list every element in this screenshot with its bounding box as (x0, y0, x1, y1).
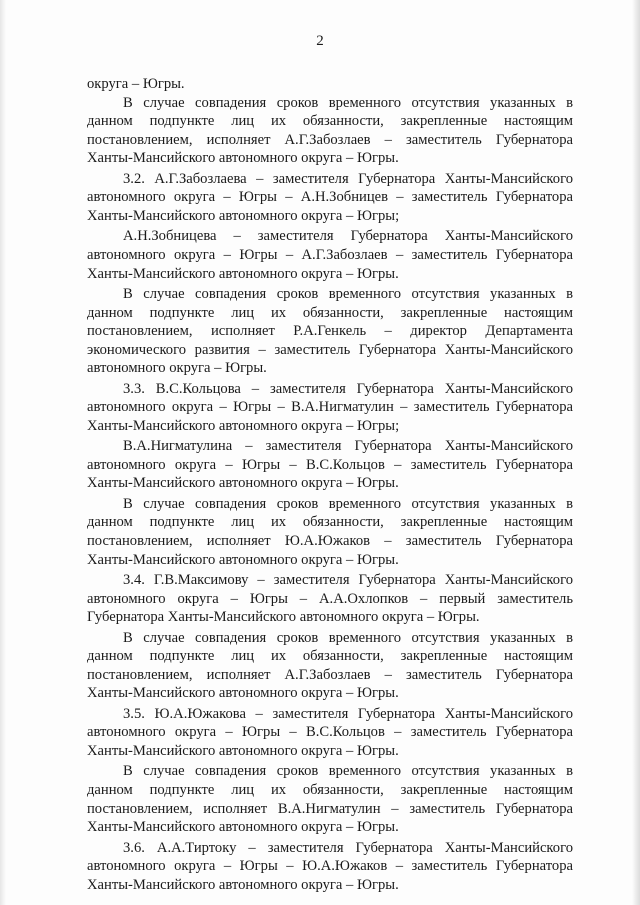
scan-edge-left (0, 0, 6, 905)
text-line: автономного округа – Югры – А.Н.Зобницев – заместитель Губернатора (87, 189, 573, 206)
text-line: автономного округа – Югры – Ю.А.Южаков – заместитель Губернатора (87, 858, 573, 875)
text-line: В.А.Нигматулина – заместителя Губернатора Ханты-Мансийского (123, 438, 573, 455)
text-line: В случае совпадения сроков временного отсутствия указанных в (123, 763, 573, 780)
text-line: автономного округа – Югры – В.С.Кольцов – заместитель Губернатора (87, 724, 573, 741)
text-line: В случае совпадения сроков временного отсутствия указанных в (123, 94, 573, 111)
text-line: постановлением, исполняет Р.А.Генкель – директор Департамента (87, 323, 573, 340)
text-line: Ханты-Мансийского автономного округа – Югры. (87, 819, 399, 836)
scan-edge-right (632, 0, 640, 905)
text-line: Ханты-Мансийского автономного округа – Югры; (87, 417, 400, 434)
text-line: данном подпункте лиц их обязанности, закрепленные настоящим (87, 113, 573, 130)
text-line: автономного округа – Югры – В.С.Кольцов – заместитель Губернатора (87, 456, 573, 473)
text-line: данном подпункте лиц их обязанности, закрепленные настоящим (87, 781, 573, 798)
text-line: постановлением, исполняет Ю.А.Южаков – заместитель Губернатора (87, 533, 573, 550)
text-line: экономического развития – заместитель Губернатора Ханты-Мансийского (87, 341, 573, 358)
text-line: автономного округа – Югры – В.А.Нигматулин – заместитель Губернатора (87, 399, 573, 416)
text-line: Ханты-Мансийского автономного округа – Югры. (87, 685, 399, 702)
text-line: 3.2. А.Г.Забозлаева – заместителя Губернатора Ханты-Мансийского (123, 170, 573, 187)
text-line: 3.3. В.С.Кольцова – заместителя Губернатора Ханты-Мансийского (123, 380, 573, 397)
text-line: постановлением, исполняет А.Г.Забозлаев – заместитель Губернатора (87, 666, 573, 683)
text-line: Ханты-Мансийского автономного округа – Югры; (87, 207, 400, 224)
text-line: Губернатора Ханты-Мансийского автономного округа – Югры. (87, 609, 480, 626)
text-line: В случае совпадения сроков временного отсутствия указанных в (123, 285, 573, 302)
text-line: 3.6. А.А.Тиртоку – заместителя Губернатора Ханты-Мансийского (123, 839, 573, 856)
text-line: округа – Югры. (87, 76, 185, 92)
text-line: данном подпункте лиц их обязанности, закрепленные настоящим (87, 514, 573, 531)
text-line: автономного округа – Югры – А.А.Охлопков – первый заместитель (87, 590, 573, 607)
text-line: Ханты-Мансийского автономного округа – Югры. (87, 475, 399, 492)
text-line: 3.5. Ю.А.Южакова – заместителя Губернатора Ханты-Мансийского (123, 705, 573, 722)
text-line: данном подпункте лиц их обязанности, закрепленные настоящим (87, 648, 573, 665)
text-line: Ханты-Мансийского автономного округа – Югры. (87, 551, 399, 568)
text-line: постановлением, исполняет А.Г.Забозлаев – заместитель Губернатора (87, 131, 573, 148)
text-line: 3.4. Г.В.Максимову – заместителя Губернатора Ханты-Мансийского (123, 572, 573, 589)
text-line: постановлением, исполняет В.А.Нигматулин – заместитель Губернатора (87, 800, 573, 817)
text-line: Ханты-Мансийского автономного округа – Югры. (87, 265, 399, 282)
text-line: данном подпункте лиц их обязанности, закрепленные настоящим (87, 304, 573, 321)
text-line: В случае совпадения сроков временного отсутствия указанных в (123, 495, 573, 512)
page-number: 2 (316, 33, 324, 49)
text-line: автономного округа – Югры – А.Г.Забозлаев – заместитель Губернатора (87, 246, 573, 263)
text-line: Ханты-Мансийского автономного округа – Югры. (87, 150, 399, 167)
text-line: Ханты-Мансийского автономного округа – Югры. (87, 742, 399, 759)
document-body (87, 75, 573, 894)
text-line: Ханты-Мансийского автономного округа – Югры. (87, 876, 399, 893)
text-line: А.Н.Зобницева – заместителя Губернатора Ханты-Мансийского (123, 228, 573, 245)
text-line: В случае совпадения сроков временного отсутствия указанных в (123, 629, 573, 646)
text-line: автономного округа – Югры. (87, 360, 267, 377)
